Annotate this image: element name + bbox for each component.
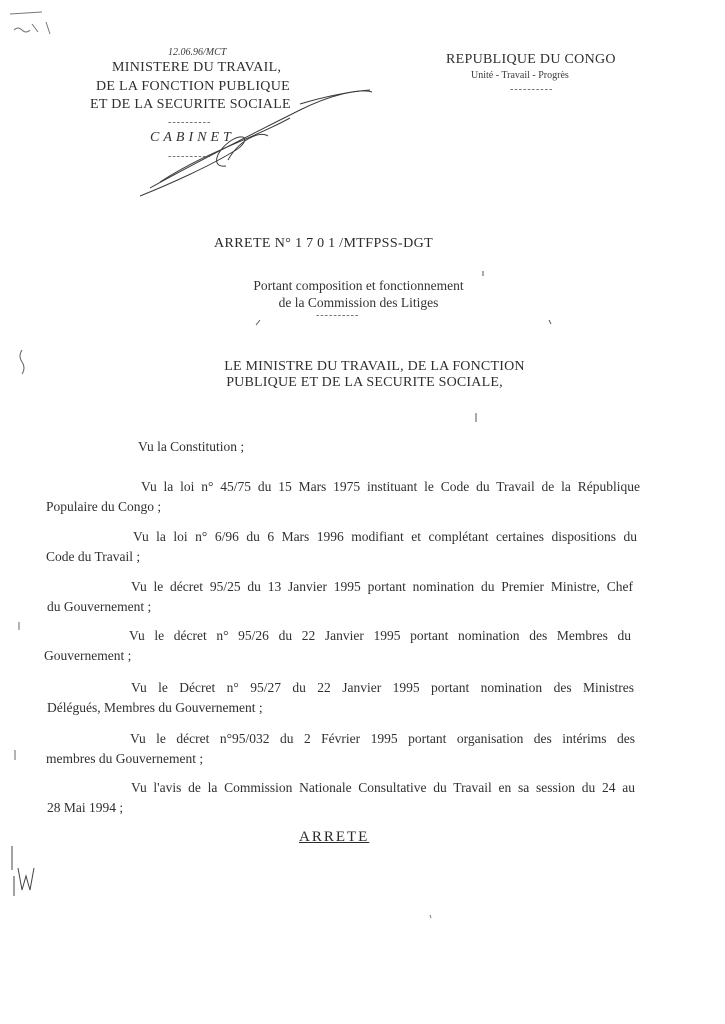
consideration-text: Vu le Décret n° 95/27 du 22 Janvier 1995 portant nomination des Ministres	[131, 680, 634, 695]
national-motto: Unité - Travail - Progrès	[471, 70, 569, 81]
consideration-item	[44, 628, 631, 664]
authority-line-1: LE MINISTRE DU TRAVAIL, DE LA FONCTION	[224, 359, 525, 374]
decree-subject-line-2: de la Commission des Litiges	[278, 295, 439, 310]
operative-heading: ARRETE	[299, 829, 370, 845]
consideration-item	[46, 529, 637, 565]
consideration-text: Vu le décret 95/25 du 13 Janvier 1995 portant nomination du Premier Ministre, Chef	[131, 579, 633, 594]
tick-mark	[430, 915, 431, 918]
consideration-item	[47, 680, 634, 716]
decree-number-line	[214, 236, 433, 252]
reference-date: 12.06.96/MCT	[168, 47, 227, 58]
decree-subject-line-1: Portant composition et fonctionnement	[253, 278, 464, 293]
consideration-item	[47, 780, 635, 816]
decree-suffix: /MTFPSS-DGT	[339, 236, 434, 251]
consideration-continuation: 28 Mai 1994 ;	[47, 800, 124, 815]
tick-mark	[256, 320, 260, 325]
consideration-text: Vu la loi n° 6/96 du 6 Mars 1996 modifiant et complétant certaines dispositions du	[133, 529, 637, 544]
divider-dashes: ----------	[168, 117, 212, 128]
consideration-item	[46, 731, 635, 767]
consideration-text: Vu la Constitution ;	[138, 439, 245, 454]
bottom-margin-marks	[12, 846, 34, 896]
consideration-continuation: du Gouvernement ;	[47, 599, 152, 614]
ministry-line-1: MINISTERE DU TRAVAIL,	[112, 60, 282, 75]
consideration-item	[138, 439, 244, 455]
ministry-line-3: ET DE LA SECURITE SOCIALE	[90, 97, 291, 112]
consideration-continuation: Délégués, Membres du Gouvernement ;	[47, 700, 263, 715]
decree-label: ARRETE N°	[214, 236, 292, 251]
office-label: CABINET	[150, 130, 235, 145]
authority-line-2: PUBLIQUE ET DE LA SECURITE SOCIALE,	[226, 375, 503, 390]
consideration-item	[46, 479, 640, 515]
consideration-text: Vu l'avis de la Commission Nationale Consultative du Travail en sa session du 24 au	[131, 780, 635, 795]
divider-dashes: ----------	[510, 84, 554, 95]
country-name: REPUBLIQUE DU CONGO	[446, 52, 616, 67]
corner-specks	[10, 12, 50, 34]
consideration-continuation: Populaire du Congo ;	[46, 499, 162, 514]
consideration-continuation: Code du Travail ;	[46, 549, 141, 564]
ministry-line-2: DE LA FONCTION PUBLIQUE	[96, 79, 290, 94]
consideration-continuation: Gouvernement ;	[44, 648, 132, 663]
tick-mark	[549, 320, 551, 324]
decree-number: 1701	[295, 236, 340, 251]
divider-dashes: ----------	[316, 310, 360, 321]
consideration-item	[47, 579, 633, 615]
consideration-text: Vu le décret n°95/032 du 2 Février 1995 portant organisation des intérims des	[130, 731, 635, 746]
divider-dashes: ----------	[168, 151, 212, 162]
consideration-continuation: membres du Gouvernement ;	[46, 751, 204, 766]
consideration-text: Vu la loi n° 45/75 du 15 Mars 1975 instituant le Code du Travail de la République	[141, 479, 640, 494]
consideration-text: Vu le décret n° 95/26 du 22 Janvier 1995 portant nomination des Membres du	[129, 628, 631, 643]
